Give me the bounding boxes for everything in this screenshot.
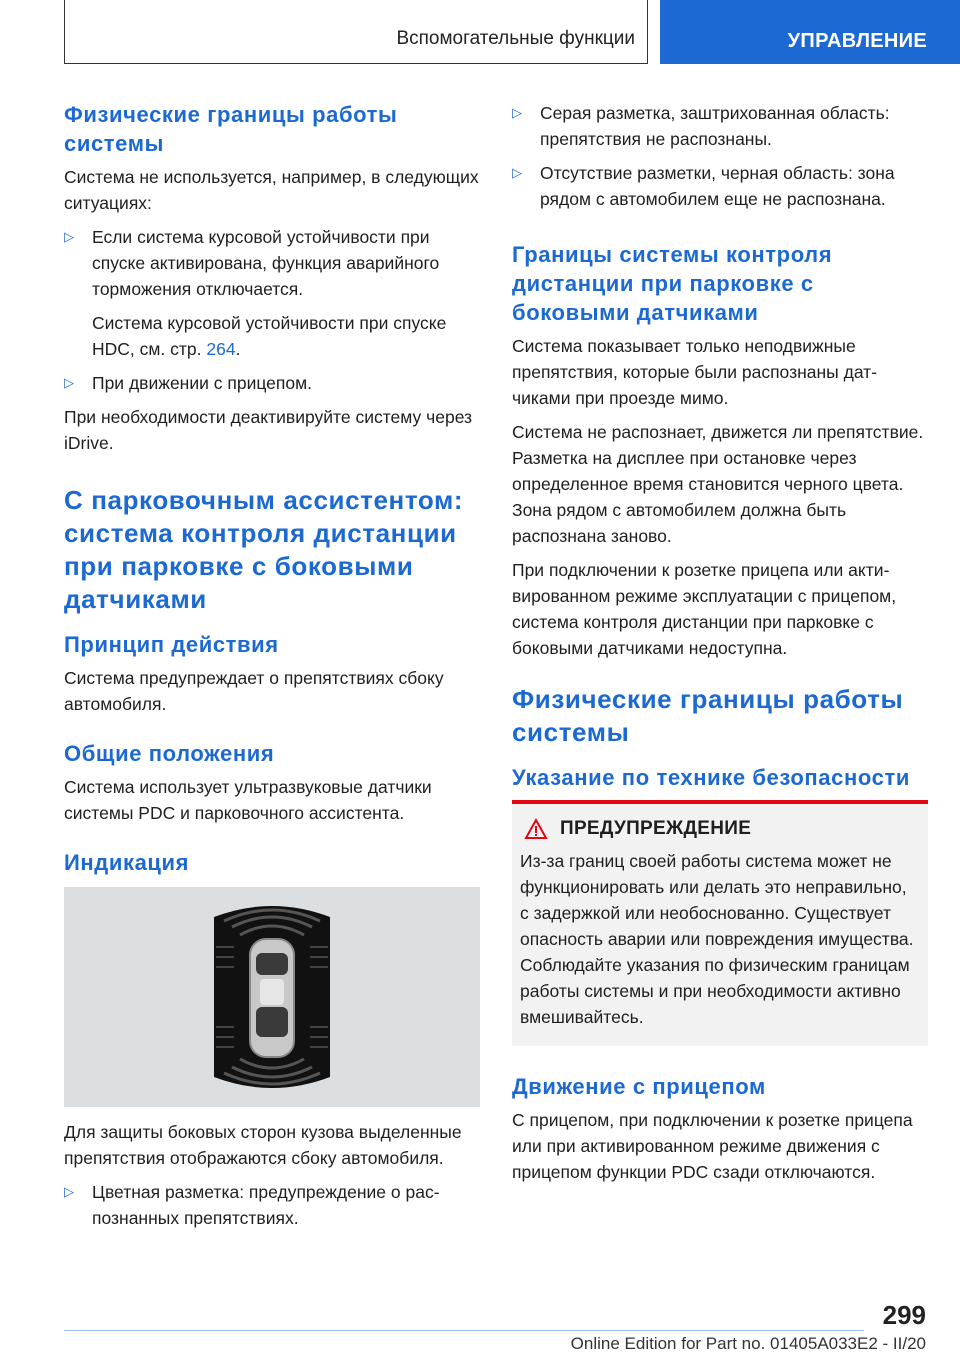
triangle-right-icon: ▷ bbox=[64, 229, 74, 244]
edition-info: Online Edition for Part no. 01405A033E2 - II/20 bbox=[570, 1334, 926, 1353]
page-link[interactable]: 264 bbox=[206, 339, 236, 359]
footer-divider bbox=[64, 1330, 864, 1331]
list-item-subtext bbox=[64, 310, 480, 362]
warning-title-text: ПРЕДУПРЕЖДЕНИЕ bbox=[560, 818, 752, 839]
paragraph: Система использует ультразвуковые датчики системы PDC и парковочного ассистента. bbox=[64, 777, 432, 823]
left-column bbox=[64, 100, 480, 1239]
car-top-view-icon bbox=[64, 887, 480, 1107]
heading-trailer: Движение с прицепом bbox=[512, 1074, 766, 1099]
paragraph: Система не распознает, движется ли препятствие. Разметка на дисплее при остановке через определенное время становится черного цвета. Зона рядом с автомобилем должна быть распознана заново. bbox=[512, 422, 924, 546]
warning-box bbox=[512, 800, 928, 1046]
triangle-right-icon: ▷ bbox=[512, 105, 522, 120]
warning-triangle-icon bbox=[524, 818, 548, 840]
page-number: 299 bbox=[882, 1300, 926, 1330]
paragraph: Для защиты боковых сторон кузова выделенные препятствия отображаются сбоку автомобиля. bbox=[64, 1122, 462, 1168]
triangle-right-icon: ▷ bbox=[64, 375, 74, 390]
paragraph: При подключении к розетке прицепа или активированном режиме эксплуатации с прицепом, система контроля дистанции при парковке с боковыми датчиками недоступна. bbox=[512, 560, 897, 658]
paragraph: При необходимости деактивируйте систему через iDrive. bbox=[64, 407, 473, 453]
list-item-text: Отсутствие разметки, черная область: зона рядом с автомобилем еще не распознана. bbox=[540, 163, 895, 209]
heading-physical-limits: Физические границы работы системы bbox=[64, 102, 398, 156]
header-section-title: Вспомогательные функции bbox=[396, 28, 635, 49]
heading-display: Индикация bbox=[64, 850, 190, 875]
list-item-text: Серая разметка, заштрихованная область: препятствия не распознаны. bbox=[540, 103, 890, 149]
list-item-text: Если система курсовой устойчивости при спуске активирована, функция аварийного торможения отключается. bbox=[92, 227, 440, 299]
list-item bbox=[64, 370, 480, 396]
warning-title bbox=[524, 818, 920, 840]
list-item-text: Цветная разметка: предупреждение о распознанных препятствиях. bbox=[92, 1182, 440, 1228]
heading-general: Общие положения bbox=[64, 741, 275, 766]
paragraph: Система предупреждает о препятствиях сбоку автомобиля. bbox=[64, 668, 444, 714]
list-item bbox=[64, 224, 480, 302]
triangle-right-icon: ▷ bbox=[512, 165, 522, 180]
paragraph: Система не используется, например, в следующих ситуациях: bbox=[64, 167, 479, 213]
heading-physical-limits-2: Физические границы работы системы bbox=[512, 684, 904, 747]
list-item-text: При движении с прицепом. bbox=[92, 373, 313, 393]
list-item bbox=[64, 1179, 480, 1231]
list-item bbox=[512, 160, 928, 212]
header-chapter-title: УПРАВЛЕНИЕ bbox=[660, 0, 960, 64]
paragraph: С прицепом, при подключении к розетке прицепа или при активированном режиме движения с прицепом функции PDC сзади отключаются. bbox=[512, 1110, 913, 1182]
parking-display-illustration bbox=[64, 887, 480, 1107]
paragraph: Система показывает только неподвижные препятствия, которые были распознаны датчиками при проезде мимо. bbox=[512, 336, 878, 408]
right-column bbox=[512, 100, 928, 1193]
subtext: Система курсовой устойчивости при спуске HDC, см. стр. bbox=[92, 313, 447, 359]
warning-text: Из-за границ своей работы система может не функционировать или делать это неправильно, с задержкой или необоснованно. Существует опасность аварии или повреждения имущества. Соблюдайте указания по физическим границам работы системы и при необходимости активно вмешивайтесь. bbox=[520, 851, 914, 1027]
triangle-right-icon: ▷ bbox=[64, 1184, 74, 1199]
heading-main-section: С парковочным ассистентом: система контроля дистанции при парковке с боковыми датчиками bbox=[64, 485, 464, 614]
heading-principle: Принцип действия bbox=[64, 632, 279, 657]
subtext-end: . bbox=[235, 339, 241, 359]
heading-system-limits-side-sensors: Границы системы контроля дистанции при парковке с боковыми датчиками bbox=[512, 242, 833, 325]
list-item bbox=[512, 100, 928, 152]
heading-safety-note: Указание по технике безопасности bbox=[512, 765, 910, 790]
header-section-box bbox=[64, 0, 648, 64]
